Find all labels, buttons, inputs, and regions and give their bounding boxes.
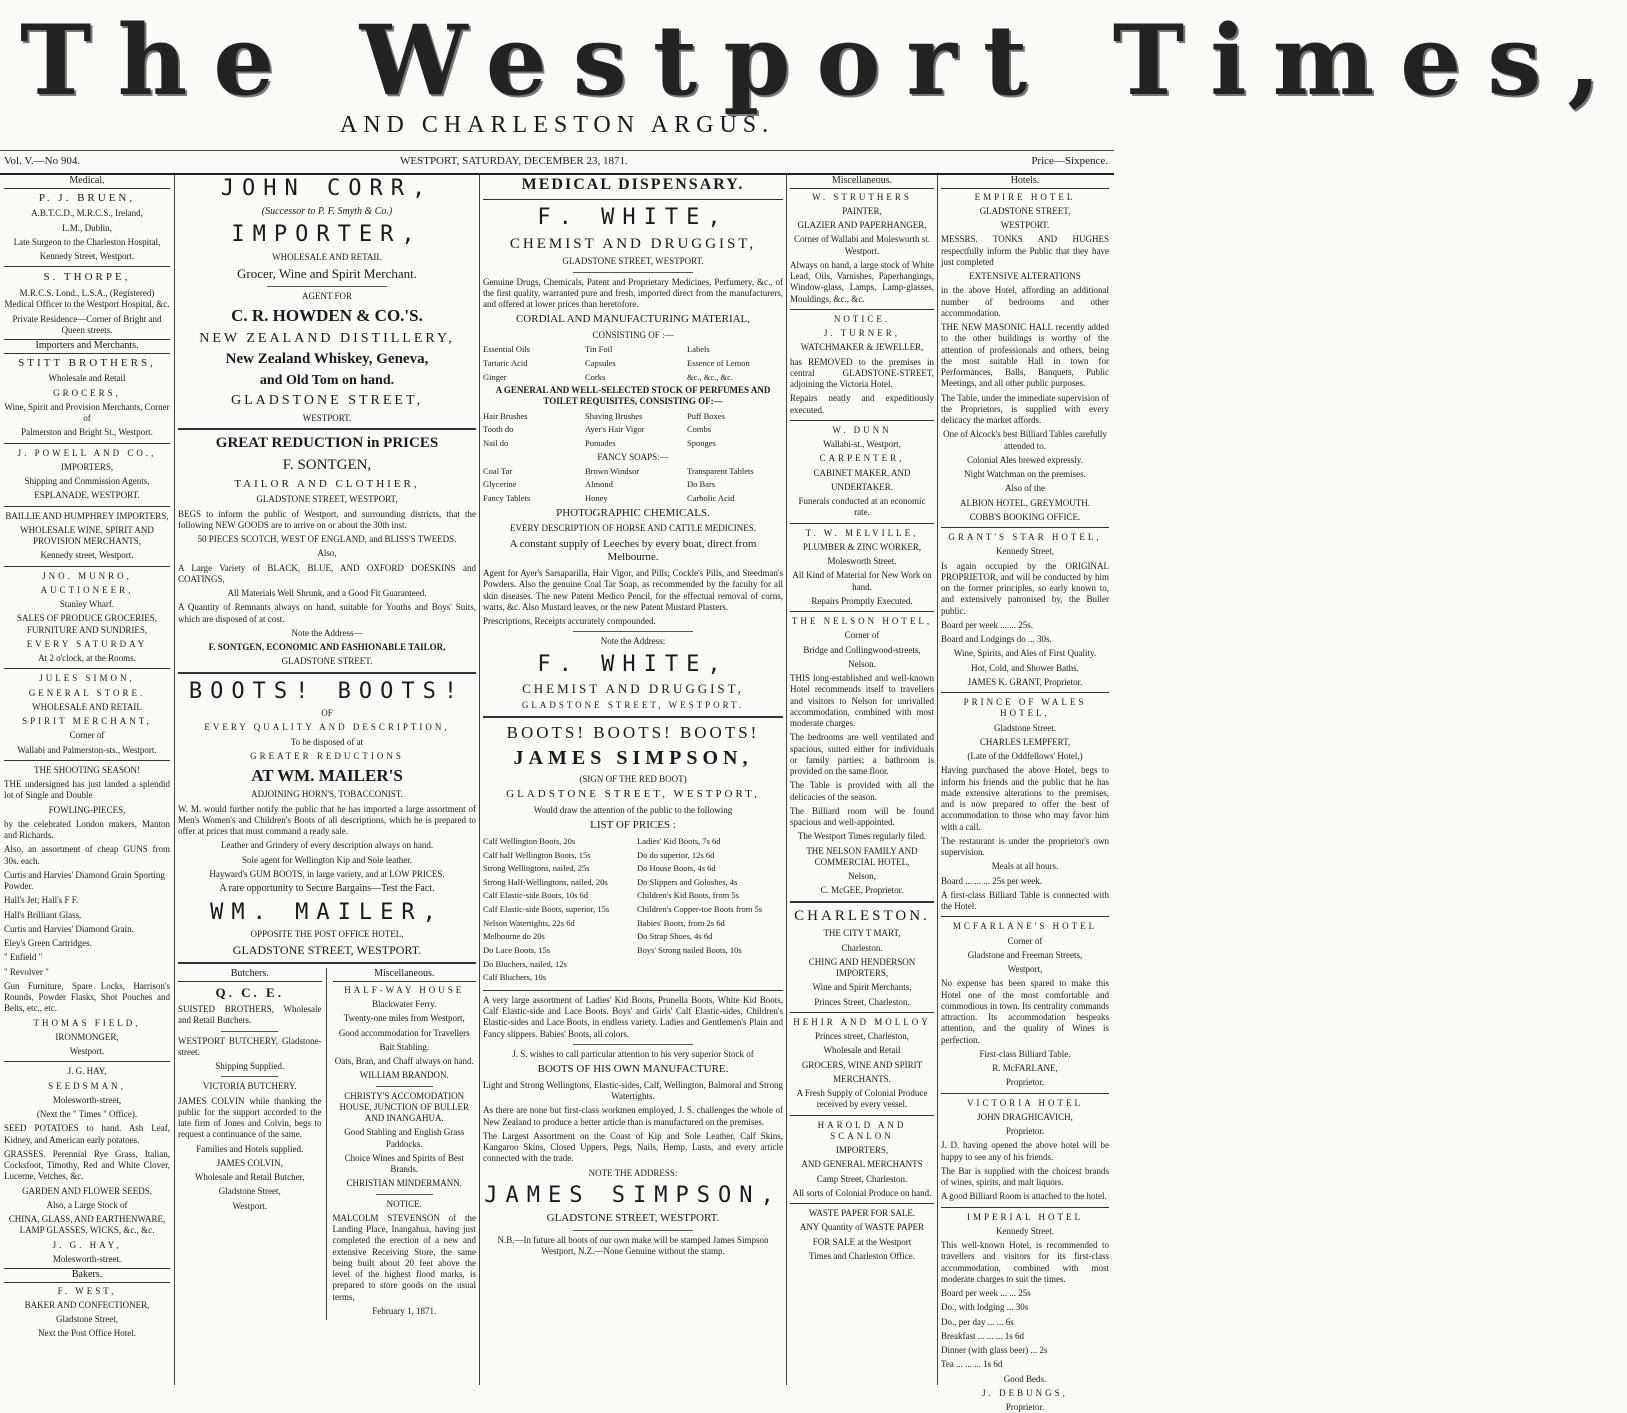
column-3 bbox=[483, 175, 783, 1385]
section-heading: Miscellaneous. bbox=[790, 175, 934, 189]
price: Price—Sixpence. bbox=[1031, 155, 1108, 167]
advert-munro: JNO. MUNRO, AUCTIONEER, Stanley Wharf. SALES OF PRODUCE GROCERIES, FURNITURE AND SUNDRIES, EVERY SATURDAY At 2 o'clock, at the Rooms. bbox=[4, 571, 170, 665]
advert-simpson: BOOTS! BOOTS! BOOTS! JAMES SIMPSON, (SIGN OF THE RED BOOT) GLADSTONE STREET, WESTPORT, Would draw the attention of the public to the following LIST OF PRICES : Calf Wellington Boots, 20s Calf half Wellington Boots, 15s Strong Wellingtons, nailed, 25s Strong Half-Wellingtons, nailed, 20s Calf Elastic-side Boots, 10s 6d Calf Elastic-side Boots, superior, 15s Nelson Watertights, 22s 6d Melbourne do 20s Do Lace Boots, 15s Do Bluchers, nailed, 12s Calf Bluchers, 10s Ladies' Kid Boots, 7s 6d Do do superior, 12s 6d Do House Boots, 4s 6d Do Slippers and Goloshes, 4s Children's Kid Boots, from 5s Children's Copper-toe Boots from 5s Babies' Boots, from 2s 6d Do Strap Shoes, 4s 6d Boys' Strong nailed Boots, 10s A very large assortment of Ladies' Kid Boots, Prunella Boots, White Kid Boots, Calf Elastic-side and Lace Boots. Boys' and Girls' Calf Elastic-sides, Children's Elastic-sides and Lace Boots, in endless variety. Ladies and Gentlemen's Plain and Fancy slippers. Babies' Boots, all colors. J. S. wishes to call particular attention to his very superior Stock of BOOTS OF HIS OWN MANUFACTURE. Light and Strong Wellingtons, Elastic-sides, Calf, Wellington, Balmoral and Strong Watertights. As there are none but first-class workmen employed, J. S. challenges the whole of New Zealand to produce a better article than is manufactured on the premises. The Largest Assortment on the Coast of Kip and Sole Leather, Calf Skins, Kangaroo Skins, Closed Uppers, Pegs, Nails, Hemp, Lasts, and every article connected with the trade. NOTE THE ADDRESS: JAMES SIMPSON, GLADSTONE STREET, WESTPORT. N.B.—In future all boots of our own make will be stamped James Simpson Westport, N.Z.—None Genuine without the stamp. bbox=[483, 722, 783, 1258]
advert-dunn: W. DUNN Wallabi-st., Westport, CARPENTER, CABINET MAKER, AND UNDERTAKER. Funerals conducted at an economic rate. bbox=[790, 425, 934, 519]
advert-imperial-hotel: IMPERIAL HOTEL Kennedy Street. This well-known Hotel, is recommended to travellers and visitors for its first-class accommodation, combined with most moderate charges to suit the times. Board per week ... ... 25s Do., with lodging ... 30s Do., per day ... ... 6s Breakfast ... ... ... 1s 6d Dinner (with glass beer) ... 2s Tea ... ... ... 1s 6d Good Beds. J. DEBUNGS, Proprietor. bbox=[941, 1212, 1109, 1413]
advert-west: F. WEST, BAKER AND CONFECTIONER, Gladstone Street, Next the Post Office Hotel. bbox=[4, 1286, 170, 1340]
butchers-section: Butchers. Q. C. E. SUISTED BROTHERS, Wholesale and Retail Butchers. WESTPORT BUTCHERY, Gladstone-street. Shipping Supplied. VICTORIA BUTCHERY. JAMES COLVIN while thanking the public for the support accorded to the late firm of Jones and Colvin, begs to request a continuance of the same. Families and Hotels supplied. JAMES COLVIN, Wholesale and Retail Butcher, Gladstone Street, Westport. bbox=[178, 968, 327, 1320]
advert-turner: NOTICE. J. TURNER, WATCHMAKER & JEWELLER, has REMOVED to the premises in central GLADSTONE-STREET, adjoining the Victoria Hotel. Repairs neatly and expeditiously executed. bbox=[790, 314, 934, 416]
price-list-left bbox=[483, 836, 629, 986]
section-heading: Bakers. bbox=[4, 1268, 170, 1283]
section-heading: Hotels. bbox=[941, 175, 1109, 189]
price-item: Boys' Strong nailed Boots, 10s bbox=[637, 945, 783, 956]
section-heading: Importers and Merchants. bbox=[4, 339, 170, 354]
column-5 bbox=[941, 175, 1109, 1385]
price-item: Strong Half-Wellingtons, nailed, 20s bbox=[483, 877, 629, 888]
advert-shooting-season: THE SHOOTING SEASON! THE undersigned has just landed a splendid lot of Single and Double FOWLING-PIECES, by the celebrated London makers, Manton and Richards. Also, an assortment of cheap GUNS from 30s. each. Curtis and Harvies' Diamond Grain Sporting Powder. Hall's Jet; Hall's F F. Hall's Brilliant Glass. Curtis and Harvies' Diamond Grain. Eley's Green Cartridges. " Enfield " " Revolver " Gun Furniture, Spare Locks, Harrison's Rounds, Powder Flasks, Shot Pouches and Belts, etc., etc. THOMAS FIELD, IRONMONGER, Westport. bbox=[4, 765, 170, 1058]
price-item: Children's Copper-toe Boots from 5s bbox=[637, 904, 783, 915]
advert-melville: T. W. MELVILLE, PLUMBER & ZINC WORKER, Molesworth Street. All Kind of Material for New Work on hand. Repairs Promptly Executed. bbox=[790, 528, 934, 608]
column-4 bbox=[790, 175, 934, 1385]
advert-sontgen: GREAT REDUCTION in PRICES F. SONTGEN, TAILOR AND CLOTHIER, GLADSTONE STREET, WESTPORT, BEGS to inform the public of Westport, and surrounding districts, that the following NEW GOODS are to arrive on or about the 30th inst. 50 PIECES SCOTCH, WEST OF ENGLAND, and BLISS'S TWEEDS. Also, A Large Variety of BLACK, BLUE, AND OXFORD DOESKINS and COATINGS, All Materials Well Shrunk, and a Good Fit Guaranteed. A Quantity of Remnants always on hand, suitable for Youths and Boys' Suits, which are disposed of at cost. Note the Address— F. SONTGEN, ECONOMIC AND FASHIONABLE TAILOR, GLADSTONE STREET. bbox=[178, 434, 476, 668]
advert-hay: J. G. HAY, SEEDSMAN, Molesworth-street, (Next the " Times " Office). SEED POTATOES to hand. Ash Leaf, Kidney, and American early potatoes. GRASSES. Perennial Rye Grass, Italian, Cocksfoot, Timothy, Red and White Clover, Lucerne, Vetches, &c. GARDEN AND FLOWER SEEDS. Also, a Large Stock of CHINA, GLASS, AND EARTHENWARE, LAMP GLASSES, WICKS, &c., &c. J. G. HAY, Molesworth-street. bbox=[4, 1066, 170, 1265]
advert-mailer: BOOTS! BOOTS! OF EVERY QUALITY AND DESCRIPTION, To be disposed of at GREATER REDUCTIONS AT WM. MAILER'S ADJOINING HORN'S, TOBACCONIST. W. M. would further notify the public that he has imported a large assortment of Men's Women's and Children's Boots of all descriptions, which he is prepared to offer at prices that must command a ready sale. Leather and Grindery of every description always on hand. Sole agent for Wellington Kip and Sole leather. Hayward's GUM BOOTS, in large variety, and at LOW PRICES. A rare opportunity to Secure Bargains—Test the Fact. WM. MAILER, OPPOSITE THE POST OFFICE HOTEL, GLADSTONE STREET, WESTPORT. bbox=[178, 678, 476, 959]
advert-corr: JOHN CORR, (Successor to P. F. Smyth & Co.) IMPORTER, WHOLESALE AND RETAIL Grocer, Wine and Spirit Merchant. AGENT FOR C. R. HOWDEN & CO.'S. NEW ZEALAND DISTILLERY, New Zealand Whiskey, Geneva, and Old Tom on hand. GLADSTONE STREET, WESTPORT. bbox=[178, 175, 476, 424]
section-heading: Butchers. bbox=[178, 968, 322, 982]
price-item: Babies' Boots, from 2s 6d bbox=[637, 918, 783, 929]
advert-grants-star-hotel: GRANT'S STAR HOTEL, Kennedy Street, Is again occupied by the ORIGINAL PROPRIETOR, and will be conducted by him on the former principles, so early known to, and extensively patronised by, the Buller public. Board per week ... ... 25s. Board and Lodgings do ... 30s. Wine, Spirits, and Ales of First Quality. Hot, Cold, and Shower Baths. JAMES K. GRANT, Proprietor. bbox=[941, 532, 1109, 688]
dateline bbox=[0, 150, 1114, 175]
advert-dispensary: MEDICAL DISPENSARY. F. WHITE, CHEMIST AND DRUGGIST, GLADSTONE STREET, WESTPORT. Genuine Drugs, Chemicals, Patent and Proprietary Medicines, Perfumery, &c., of the first quality, warranted pure and fresh, imported direct from the manufacturers, and offered at lower prices than heretofore. CORDIAL AND MANUFACTURING MATERIAL, CONSISTING OF :— Essential Oils Tartaric Acid Ginger Tin Foil Capsules Corks Labels Essence of Lemon &c., &c., &c. A GENERAL AND WELL-SELECTED STOCK OF PERFUMES AND TOILET REQUISITES, CONSISTING OF:— Hair Brushes Tooth do Nail do Shaving Brushes Ayer's Hair Vigor Pomades Puff Boxes Combs Sponges FANCY SOAPS:— Coal Tar Glycerine Fancy Tablets Brown Windsor Almond Honey Transparent Tablets Do Bars Carbolic Acid PHOTOGRAPHIC CHEMICALS. EVERY DESCRIPTION OF HORSE AND CATTLE MEDICINES. A constant supply of Leeches by every boat, direct from Melbourne. Agent for Ayer's Sarsaparilla, Hair Vigor, and Pills; Cockle's Pills, and Steedman's Powders. Also the genuine Coal Tar Soap, as recommended by the faculty for all skin diseases. The new Patent Medico Pencil, for the effectual removal of corns, warts, &c. Also Mustard leaves, or the new Patent Mustard Plasters. Prescriptions, Receipts accurately compounded. Note the Address: F. WHITE, CHEMIST AND DRUGGIST, GLADSTONE STREET, WESTPORT. bbox=[483, 175, 783, 712]
newspaper-title: The Westport Times, bbox=[20, 6, 1100, 116]
advert-thorpe: S. THORPE, M.R.C.S. Lond., L.S.A., (Registered) Medical Officer to the Westport Hospital, &c. Private Residence—Corner of Bright and Queen streets. bbox=[4, 271, 170, 336]
column-1 bbox=[4, 175, 170, 1385]
advert-hehir-molloy: HEHIR AND MOLLOY Princes street, Charleston, Wholesale and Retail GROCERS, WINE AND SPIRIT MERCHANTS. A Fresh Supply of Colonial Produce received by every vessel. bbox=[790, 1017, 934, 1111]
soaps-list: Coal Tar Glycerine Fancy Tablets Brown Windsor Almond Honey Transparent Tablets Do Bars Carbolic Acid bbox=[483, 466, 783, 507]
price-list bbox=[483, 836, 783, 986]
price-item: Do House Boots, 4s 6d bbox=[637, 863, 783, 874]
issue-date: WESTPORT, SATURDAY, DECEMBER 23, 1871. bbox=[400, 155, 628, 167]
materials-list: Essential Oils Tartaric Acid Ginger Tin Foil Capsules Corks Labels Essence of Lemon &c., &c., &c. bbox=[483, 344, 783, 385]
price-item: Calf Bluchers, 10s bbox=[483, 972, 629, 983]
column-rule bbox=[937, 175, 938, 1385]
advert-baillie: BAILLIE AND HUMPHREY IMPORTERS, WHOLESALE WINE, SPIRIT AND PROVISION MERCHANTS, Kennedy street, Westport. bbox=[4, 511, 170, 562]
advert-harold-scanlon: HAROLD AND SCANLON IMPORTERS, AND GENERAL MERCHANTS Camp Street, Charleston. All sorts of Colonial Produce on hand. bbox=[790, 1120, 934, 1200]
price-item: Calf Wellington Boots, 20s bbox=[483, 836, 629, 847]
price-item: Calf Elastic-side Boots, 10s 6d bbox=[483, 890, 629, 901]
price-item: Do do superior, 12s 6d bbox=[637, 850, 783, 861]
advert-powell: J. POWELL AND CO., IMPORTERS, Shipping and Commission Agents, ESPLANADE, WESTPORT. bbox=[4, 448, 170, 502]
advert-struthers: W. STRUTHERS PAINTER, GLAZIER AND PAPERHANGER, Corner of Wallabi and Molesworth st. Westport. Always on hand, a large stock of White Lead, Oils, Varnishes, Paperhangings, Window-glass, Lamps, Lamp-glasses, Mouldings, &c., &c. bbox=[790, 192, 934, 305]
price-item: Ladies' Kid Boots, 7s 6d bbox=[637, 836, 783, 847]
price-item: Calf Elastic-side Boots, superior, 15s bbox=[483, 904, 629, 915]
price-item: Nelson Watertights, 22s 6d bbox=[483, 918, 629, 929]
miscellaneous-section: Miscellaneous. HALF-WAY HOUSE Blackwater Ferry. Twenty-one miles from Westport, Good accommodation for Travellers Bait Stabling. Oats, Bran, and Chaff always on hand. WILLIAM BRANDON. CHRISTY'S ACCOMODATION HOUSE, JUNCTION OF BULLER AND INANGAHUA. Good Stabling and English Grass Paddocks. Choice Wines and Spirits of Best Brands. CHRISTIAN MINDERMANN. NOTICE. MALCOLM STEVENSON of the Landing Place, Inangahua, having just completed the erection of a new and extensive Receiving Store, the same being built about 20 feet above the level of the highest flood marks, is prepared to store goods on the usual terms, February 1, 1871. bbox=[333, 968, 477, 1320]
masthead bbox=[0, 0, 1114, 150]
advert-stitt: STITT BROTHERS, Wholesale and Retail GROCERS, Wine, Spirit and Provision Merchants, Corner of Palmerston and Bright St., Westport. bbox=[4, 357, 170, 439]
section-heading: Miscellaneous. bbox=[333, 968, 477, 982]
advert-waste-paper: WASTE PAPER FOR SALE. ANY Quantity of WASTE PAPER FOR SALE at the Westport Times and Charleston Office. bbox=[790, 1208, 934, 1262]
price-item: Do Strap Shoes, 4s 6d bbox=[637, 931, 783, 942]
price-item: Melbourne do 20s bbox=[483, 931, 629, 942]
advert-bruen: P. J. BRUEN, A.B.T.C.D., M.R.C.S., Ireland, L.M., Dublin, Late Surgeon to the Charleston Hospital, Kennedy Street, Westport. bbox=[4, 192, 170, 263]
advert-victoria-hotel: VICTORIA HOTEL JOHN DRAGHICAVICH, Proprietor. J. D. having opened the above hotel will be happy to see any of his friends. The Bar is supplied with the choicest brands of wines, spirits, and malt liquors. A good Billiard Room is attached to the hotel. bbox=[941, 1098, 1109, 1203]
price-list-right bbox=[637, 836, 783, 986]
price-item: Do Slippers and Goloshes, 4s bbox=[637, 877, 783, 888]
section-heading: Medical. bbox=[4, 175, 170, 189]
price-item: Calf half Wellington Boots, 15s bbox=[483, 850, 629, 861]
price-item: Do Bluchers, nailed, 12s bbox=[483, 959, 629, 970]
lower-split bbox=[178, 968, 476, 1320]
volume-number: Vol. V.—No 904. bbox=[4, 155, 80, 167]
advert-mfarlanes-hotel: MCFARLANE'S HOTEL Corner of Gladstone and Freeman Streets, Westport, No expense has been spared to make this Hotel one of the most comfortable and commodious in town. Its centrality commands attraction. Its accommodation bespeaks attention, and the quality of Wines is perfection. First-class Billiard Table. R. McFARLANE, Proprietor. bbox=[941, 921, 1109, 1088]
toilet-list: Hair Brushes Tooth do Nail do Shaving Brushes Ayer's Hair Vigor Pomades Puff Boxes Combs Sponges bbox=[483, 411, 783, 452]
column-rule bbox=[174, 175, 175, 1385]
advert-charleston: CHARLESTON. THE CITY T MART, Charleston. CHING AND HENDERSON IMPORTERS, Wine and Spirit Merchants, Princes Street, Charleston. bbox=[790, 907, 934, 1008]
advert-nelson-hotel: THE NELSON HOTEL, Corner of Bridge and Collingwood-streets, Nelson. THIS long-established and well-known Hotel recommends itself to travellers and visitors to Nelson for unrivalled accommodation, combined with most moderate charges. The bedrooms are well ventilated and spacious, suited either for individuals or family parties; a bathroom is provided on the same floor. The Table is provided with all the delicacies of the season. The Billiard room will be found spacious and well-appointed. The Westport Times regularly filed. THE NELSON FAMILY AND COMMERCIAL HOTEL, Nelson, C. McGEE, Proprietor. bbox=[790, 616, 934, 897]
column-rule bbox=[786, 175, 787, 1385]
price-item: Strong Wellingtons, nailed, 25s bbox=[483, 863, 629, 874]
advert-empire-hotel: EMPIRE HOTEL GLADSTONE STREET, WESTPORT. MESSRS. TONKS AND HUGHES respectfully inform the Public that they have just completed EXTENSIVE ALTERATIONS in the above Hotel, affording an additional number of bedrooms and other accommodation. THE NEW MASONIC HALL recently added to the other buildings is worthy of the attention of professionals and others, being the most suitable Hall in town for Performances, Balls, Banquets, Public Meetings, and all other public purposes. The Table, under the immediate supervision of the Proprietors, is supplied with every delicacy the market affords. One of Alcock's best Billiard Tables carefully attended to. Colonial Ales brewed expressly. Night Watchman on the premises. Also of the ALBION HOTEL, GREYMOUTH. COBB'S BOOKING OFFICE. bbox=[941, 192, 1109, 524]
price-item: Children's Kid Boots, from 5s bbox=[637, 890, 783, 901]
newspaper-subtitle: AND CHARLESTON ARGUS. bbox=[0, 112, 1114, 139]
column-2 bbox=[178, 175, 476, 1385]
column-rule bbox=[479, 175, 480, 1385]
advert-simon: JULES SIMON, GENERAL STORE. WHOLESALE AND RETAIL SPIRIT MERCHANT, Corner of Wallabi and Palmerston-sts., Westport. bbox=[4, 673, 170, 756]
price-item: Do Lace Boots, 15s bbox=[483, 945, 629, 956]
advert-prince-of-wales-hotel: PRINCE OF WALES HOTEL, Gladstone Street. CHARLES LEMPFERT, (Late of the Oddfellows' Hotel,) Having purchased the above Hotel, begs to inform his friends and the public that he has made extensive alterations to the premises, and is now prepared to offer the best of accommodation to those who may favor him with a call. The restaurant is under the proprietor's own supervision. Meals at all hours. Board ... ... ... 25s per week. A first-class Billiard Table is connected with the Hotel. bbox=[941, 697, 1109, 912]
